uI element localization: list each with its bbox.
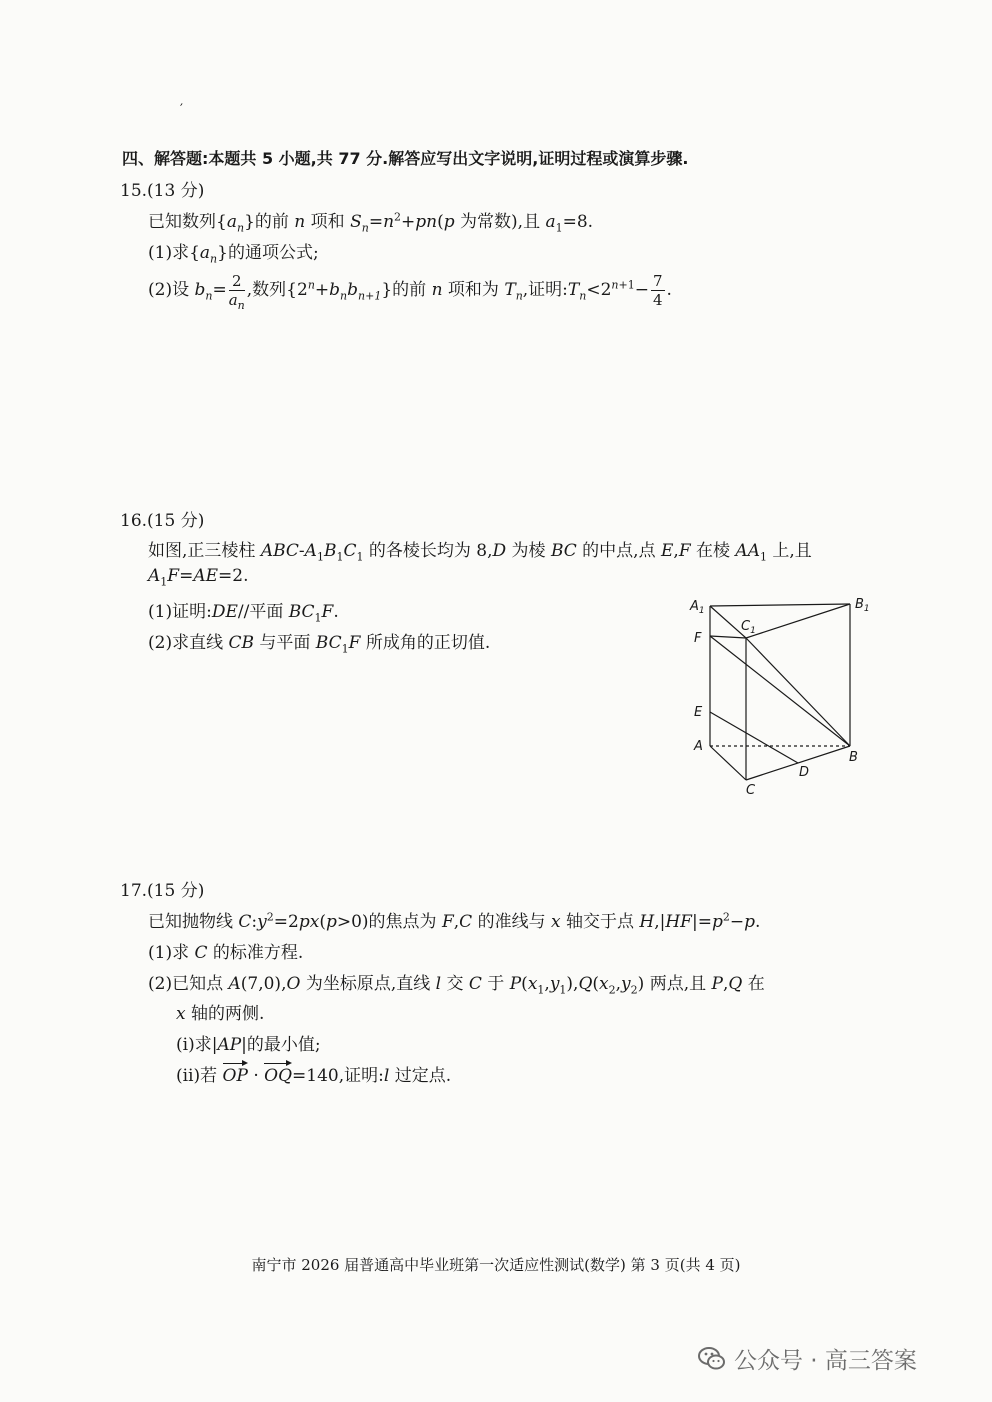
label-b1: $B_1$ xyxy=(855,597,870,614)
q16-part2: (2)求直线 CB 与平面 $BC_1F$ 所成角的正切值. xyxy=(148,633,491,656)
segment-e-d xyxy=(710,712,798,763)
segment-f-c1 xyxy=(710,636,746,638)
label-e: E xyxy=(694,705,703,720)
q17-header: 17.(15 分) xyxy=(120,881,205,901)
edge-a-c xyxy=(710,746,746,780)
q17-stem: 已知抛物线 $C:y^2=2px(p>0)$的焦点为 F,C 的准线与 x 轴交于点 $H,|HF|=p^2-p$. xyxy=(148,910,761,932)
segment-f-b xyxy=(710,636,850,746)
q17-part2-i: (ⅰ)求|AP|的最小值; xyxy=(176,1035,321,1055)
edge-c1-b1 xyxy=(746,604,850,638)
label-d: D xyxy=(799,765,810,780)
fraction-7-over-4: $\frac{7}{4}$ xyxy=(652,272,663,309)
label-c: C xyxy=(746,783,756,798)
q15-header: 15.(13 分) xyxy=(120,181,205,201)
label-c1: $C_1$ xyxy=(741,619,756,636)
q16-stem: 如图,正三棱柱 ABC-$A_1B_1C_1$ 的各棱长均为 8,D 为棱 BC 的中点,点 E,F 在棱 $AA_1$ 上,且 xyxy=(148,541,812,564)
watermark xyxy=(696,1342,917,1375)
q17-part2-line2: x 轴的两侧. xyxy=(176,1004,265,1024)
stray-mark: ′ xyxy=(180,102,183,117)
q17-part1: (1)求 C 的标准方程. xyxy=(148,943,304,963)
segment-c1-b xyxy=(746,638,850,746)
label-a1: $A_1$ xyxy=(690,599,705,616)
wechat-icon xyxy=(696,1343,728,1375)
q15-part2: (2)设 $b_n=$ $\frac{2}{a_n}$ ,数列$\{2^n+b_nb_{n+1}\}$的前 n 项和为 $T_n$,证明$:T_n<2^{n+1}-$ $\frac{7}{4}$ . xyxy=(148,272,672,312)
q15-part1: (1)求$\{a_n\}$的通项公式; xyxy=(148,243,319,266)
page-footer: 南宁市 2026 届普通高中毕业班第一次适应性测试(数学) 第 3 页(共 4 页) xyxy=(251,1256,741,1274)
prism-figure xyxy=(680,590,880,800)
fraction-2-over-an: $\frac{2}{a_n}$ xyxy=(228,272,245,312)
edge-a1-b1 xyxy=(710,604,850,606)
label-a: A xyxy=(694,739,703,754)
q16-part1: (1)证明:DE//平面 $BC_1F$. xyxy=(148,602,339,625)
q16-stem-line2: $A_1F=AE=2$. xyxy=(148,566,249,589)
q16-header: 16.(15 分) xyxy=(120,511,205,531)
watermark-text: 公众号 · 高三答案 xyxy=(734,1348,917,1374)
q17-part2: (2)已知点 A(7,0),O 为坐标原点,直线 l 交 C 于 $P(x_1,y_1),Q(x_2,y_2)$ 两点,且 P,Q 在 xyxy=(148,974,765,997)
q17-part2-ii: (ⅱ)若 OP · OQ=140,证明:l 过定点. xyxy=(176,1066,452,1086)
section-heading: 四、解答题:本题共 5 小题,共 77 分.解答应写出文字说明,证明过程或演算步骤. xyxy=(122,149,689,168)
q15-stem: 已知数列$\{a_n\}$的前 n 项和 $S_n=n^2+pn(p$ 为常数),且 $a_1=8$. xyxy=(148,210,594,235)
label-b: B xyxy=(849,750,858,765)
label-f: F xyxy=(694,631,702,646)
